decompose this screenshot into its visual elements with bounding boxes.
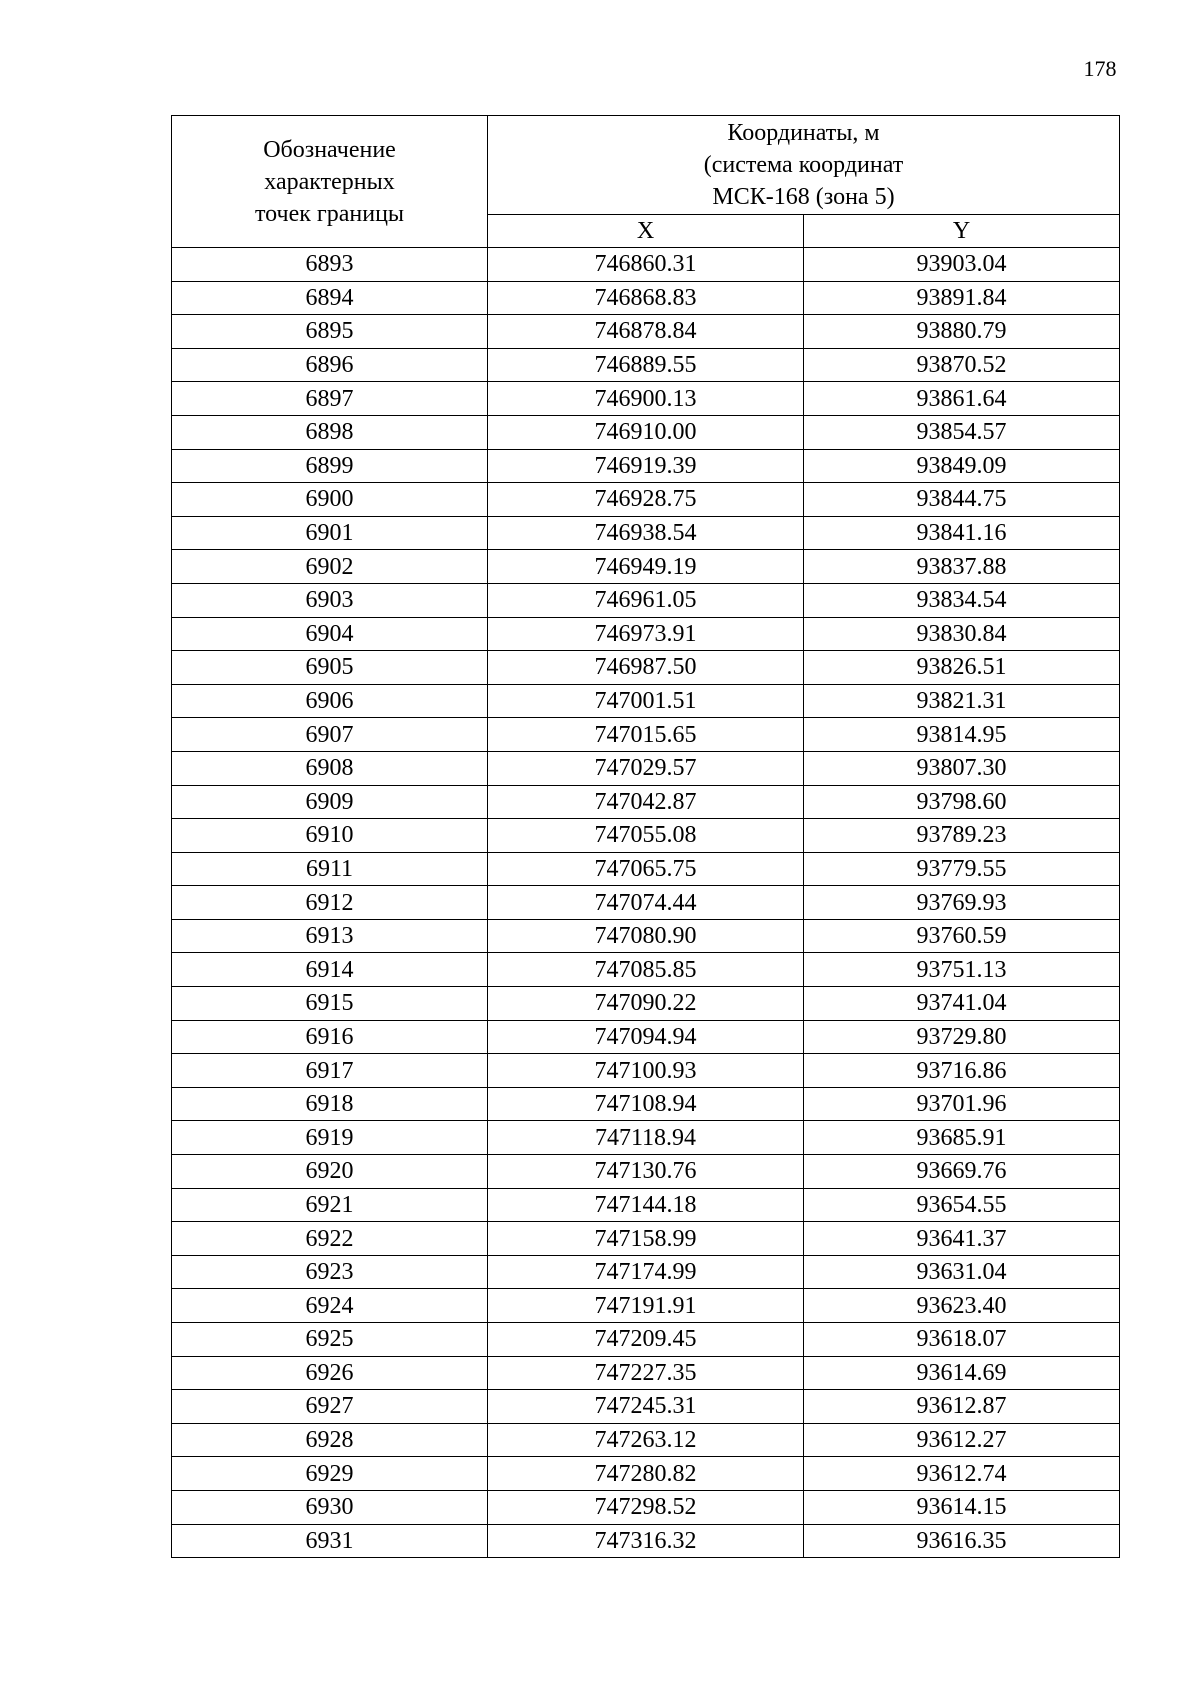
table-row xyxy=(172,1188,1120,1222)
y-coordinate-cell: 93612.87 xyxy=(804,1390,1120,1424)
table-row xyxy=(172,1423,1120,1457)
x-coordinate-cell: 747245.31 xyxy=(488,1390,804,1424)
y-coordinate-cell: 93814.95 xyxy=(804,718,1120,752)
x-coordinate-cell: 746889.55 xyxy=(488,348,804,382)
y-coordinate-cell: 93821.31 xyxy=(804,684,1120,718)
x-coordinate-cell: 747001.51 xyxy=(488,684,804,718)
x-coordinate-cell: 747080.90 xyxy=(488,919,804,953)
y-coordinate-cell: 93616.35 xyxy=(804,1524,1120,1558)
y-coordinate-cell: 93741.04 xyxy=(804,987,1120,1021)
x-column-header: X xyxy=(488,215,804,248)
table-row xyxy=(172,718,1120,752)
coords-header-line: МСК-168 (зона 5) xyxy=(712,184,895,210)
y-coordinate-cell: 93779.55 xyxy=(804,852,1120,886)
point-cell: 6910 xyxy=(172,819,488,853)
coordinates-header xyxy=(488,116,1120,215)
point-cell: 6893 xyxy=(172,248,488,282)
point-cell: 6895 xyxy=(172,315,488,349)
point-cell: 6920 xyxy=(172,1155,488,1189)
table-row xyxy=(172,651,1120,685)
point-header-line: точек границы xyxy=(254,200,405,227)
x-coordinate-cell: 747108.94 xyxy=(488,1087,804,1121)
point-cell: 6913 xyxy=(172,919,488,953)
table-row xyxy=(172,785,1120,819)
y-coordinate-cell: 93769.93 xyxy=(804,886,1120,920)
x-coordinate-cell: 746860.31 xyxy=(488,248,804,282)
y-coordinate-cell: 93669.76 xyxy=(804,1155,1120,1189)
point-cell: 6925 xyxy=(172,1323,488,1357)
y-coordinate-cell: 93830.84 xyxy=(804,617,1120,651)
point-header-line: характерных xyxy=(264,168,395,195)
table-row xyxy=(172,449,1120,483)
y-coordinate-cell: 93716.86 xyxy=(804,1054,1120,1088)
table-row xyxy=(172,516,1120,550)
table-row xyxy=(172,1255,1120,1289)
x-coordinate-cell: 747227.35 xyxy=(488,1356,804,1390)
y-coordinate-cell: 93826.51 xyxy=(804,651,1120,685)
point-cell: 6917 xyxy=(172,1054,488,1088)
point-cell: 6903 xyxy=(172,583,488,617)
point-cell: 6914 xyxy=(172,953,488,987)
table-row xyxy=(172,1087,1120,1121)
y-coordinate-cell: 93751.13 xyxy=(804,953,1120,987)
table-row xyxy=(172,1121,1120,1155)
point-cell: 6930 xyxy=(172,1490,488,1524)
x-coordinate-cell: 747174.99 xyxy=(488,1255,804,1289)
y-coordinate-cell: 93654.55 xyxy=(804,1188,1120,1222)
y-coordinate-cell: 93614.69 xyxy=(804,1356,1120,1390)
table-row xyxy=(172,886,1120,920)
x-coordinate-cell: 747042.87 xyxy=(488,785,804,819)
point-cell: 6907 xyxy=(172,718,488,752)
point-cell: 6916 xyxy=(172,1020,488,1054)
y-coordinate-cell: 93729.80 xyxy=(804,1020,1120,1054)
table-row xyxy=(172,751,1120,785)
y-coordinate-cell: 93798.60 xyxy=(804,785,1120,819)
y-coordinate-cell: 93701.96 xyxy=(804,1087,1120,1121)
x-coordinate-cell: 747085.85 xyxy=(488,953,804,987)
table-row xyxy=(172,1289,1120,1323)
x-coordinate-cell: 747144.18 xyxy=(488,1188,804,1222)
x-coordinate-cell: 747065.75 xyxy=(488,852,804,886)
y-column-header: Y xyxy=(804,215,1120,248)
coordinates-table xyxy=(171,115,1120,1558)
point-cell: 6918 xyxy=(172,1087,488,1121)
table-body xyxy=(172,248,1120,1558)
x-coordinate-cell: 746868.83 xyxy=(488,281,804,315)
y-coordinate-cell: 93612.74 xyxy=(804,1457,1120,1491)
point-cell: 6912 xyxy=(172,886,488,920)
table-row xyxy=(172,953,1120,987)
point-cell: 6896 xyxy=(172,348,488,382)
coords-header-line: (система координат xyxy=(703,152,904,178)
x-coordinate-cell: 747074.44 xyxy=(488,886,804,920)
table-row xyxy=(172,1054,1120,1088)
x-coordinate-cell: 747130.76 xyxy=(488,1155,804,1189)
y-coordinate-cell: 93789.23 xyxy=(804,819,1120,853)
point-cell: 6915 xyxy=(172,987,488,1021)
x-coordinate-cell: 746919.39 xyxy=(488,449,804,483)
coords-header-line: Координаты, м xyxy=(727,120,880,146)
table-row xyxy=(172,617,1120,651)
y-coordinate-cell: 93844.75 xyxy=(804,483,1120,517)
point-cell: 6931 xyxy=(172,1524,488,1558)
y-coordinate-cell: 93837.88 xyxy=(804,550,1120,584)
table-row xyxy=(172,248,1120,282)
point-cell: 6929 xyxy=(172,1457,488,1491)
y-coordinate-cell: 93631.04 xyxy=(804,1255,1120,1289)
point-cell: 6924 xyxy=(172,1289,488,1323)
x-coordinate-cell: 747029.57 xyxy=(488,751,804,785)
point-cell: 6922 xyxy=(172,1222,488,1256)
table-header xyxy=(172,116,1120,248)
point-cell: 6897 xyxy=(172,382,488,416)
table-row xyxy=(172,919,1120,953)
point-cell: 6894 xyxy=(172,281,488,315)
x-coordinate-cell: 747263.12 xyxy=(488,1423,804,1457)
table-row xyxy=(172,483,1120,517)
x-coordinate-cell: 746910.00 xyxy=(488,415,804,449)
table-row xyxy=(172,1020,1120,1054)
x-coordinate-cell: 747100.93 xyxy=(488,1054,804,1088)
table-row xyxy=(172,348,1120,382)
point-cell: 6898 xyxy=(172,415,488,449)
table-row xyxy=(172,415,1120,449)
y-coordinate-cell: 93618.07 xyxy=(804,1323,1120,1357)
table-row xyxy=(172,315,1120,349)
y-coordinate-cell: 93641.37 xyxy=(804,1222,1120,1256)
table-row xyxy=(172,1490,1120,1524)
y-coordinate-cell: 93880.79 xyxy=(804,315,1120,349)
y-coordinate-cell: 93834.54 xyxy=(804,583,1120,617)
point-header-line: Обозначение xyxy=(263,136,396,163)
table-row xyxy=(172,819,1120,853)
x-coordinate-cell: 747316.32 xyxy=(488,1524,804,1558)
point-cell: 6905 xyxy=(172,651,488,685)
point-cell: 6899 xyxy=(172,449,488,483)
x-coordinate-cell: 747055.08 xyxy=(488,819,804,853)
y-coordinate-cell: 93685.91 xyxy=(804,1121,1120,1155)
x-coordinate-cell: 746973.91 xyxy=(488,617,804,651)
table-row xyxy=(172,1457,1120,1491)
x-coordinate-cell: 747094.94 xyxy=(488,1020,804,1054)
point-cell: 6902 xyxy=(172,550,488,584)
x-coordinate-cell: 746900.13 xyxy=(488,382,804,416)
table-row xyxy=(172,684,1120,718)
point-cell: 6904 xyxy=(172,617,488,651)
table-row xyxy=(172,382,1120,416)
x-coordinate-cell: 746949.19 xyxy=(488,550,804,584)
table-row xyxy=(172,550,1120,584)
point-cell: 6921 xyxy=(172,1188,488,1222)
page-number: 178 xyxy=(1083,56,1117,81)
table-row xyxy=(172,1524,1120,1558)
y-coordinate-cell: 93760.59 xyxy=(804,919,1120,953)
point-cell: 6900 xyxy=(172,483,488,517)
table-row xyxy=(172,583,1120,617)
x-coordinate-cell: 746987.50 xyxy=(488,651,804,685)
point-designation-header xyxy=(172,116,488,248)
table-row xyxy=(172,1323,1120,1357)
y-coordinate-cell: 93854.57 xyxy=(804,415,1120,449)
point-cell: 6908 xyxy=(172,751,488,785)
y-coordinate-cell: 93870.52 xyxy=(804,348,1120,382)
table-row xyxy=(172,281,1120,315)
y-coordinate-cell: 93903.04 xyxy=(804,248,1120,282)
y-coordinate-cell: 93807.30 xyxy=(804,751,1120,785)
x-coordinate-cell: 747209.45 xyxy=(488,1323,804,1357)
x-coordinate-cell: 747158.99 xyxy=(488,1222,804,1256)
table-row xyxy=(172,1390,1120,1424)
x-coordinate-cell: 746878.84 xyxy=(488,315,804,349)
table-row xyxy=(172,1222,1120,1256)
x-coordinate-cell: 747191.91 xyxy=(488,1289,804,1323)
x-coordinate-cell: 746938.54 xyxy=(488,516,804,550)
x-coordinate-cell: 746961.05 xyxy=(488,583,804,617)
point-cell: 6927 xyxy=(172,1390,488,1424)
x-coordinate-cell: 747090.22 xyxy=(488,987,804,1021)
table-row xyxy=(172,852,1120,886)
x-coordinate-cell: 746928.75 xyxy=(488,483,804,517)
table-row xyxy=(172,1356,1120,1390)
point-cell: 6919 xyxy=(172,1121,488,1155)
point-cell: 6906 xyxy=(172,684,488,718)
y-coordinate-cell: 93612.27 xyxy=(804,1423,1120,1457)
point-cell: 6928 xyxy=(172,1423,488,1457)
y-coordinate-cell: 93891.84 xyxy=(804,281,1120,315)
x-coordinate-cell: 747280.82 xyxy=(488,1457,804,1491)
x-coordinate-cell: 747015.65 xyxy=(488,718,804,752)
point-cell: 6926 xyxy=(172,1356,488,1390)
point-cell: 6909 xyxy=(172,785,488,819)
table-row xyxy=(172,1155,1120,1189)
x-coordinate-cell: 747118.94 xyxy=(488,1121,804,1155)
y-coordinate-cell: 93841.16 xyxy=(804,516,1120,550)
header-row xyxy=(172,116,1120,215)
point-cell: 6923 xyxy=(172,1255,488,1289)
y-coordinate-cell: 93861.64 xyxy=(804,382,1120,416)
point-cell: 6901 xyxy=(172,516,488,550)
y-coordinate-cell: 93614.15 xyxy=(804,1490,1120,1524)
y-coordinate-cell: 93849.09 xyxy=(804,449,1120,483)
table-row xyxy=(172,987,1120,1021)
y-coordinate-cell: 93623.40 xyxy=(804,1289,1120,1323)
x-coordinate-cell: 747298.52 xyxy=(488,1490,804,1524)
point-cell: 6911 xyxy=(172,852,488,886)
